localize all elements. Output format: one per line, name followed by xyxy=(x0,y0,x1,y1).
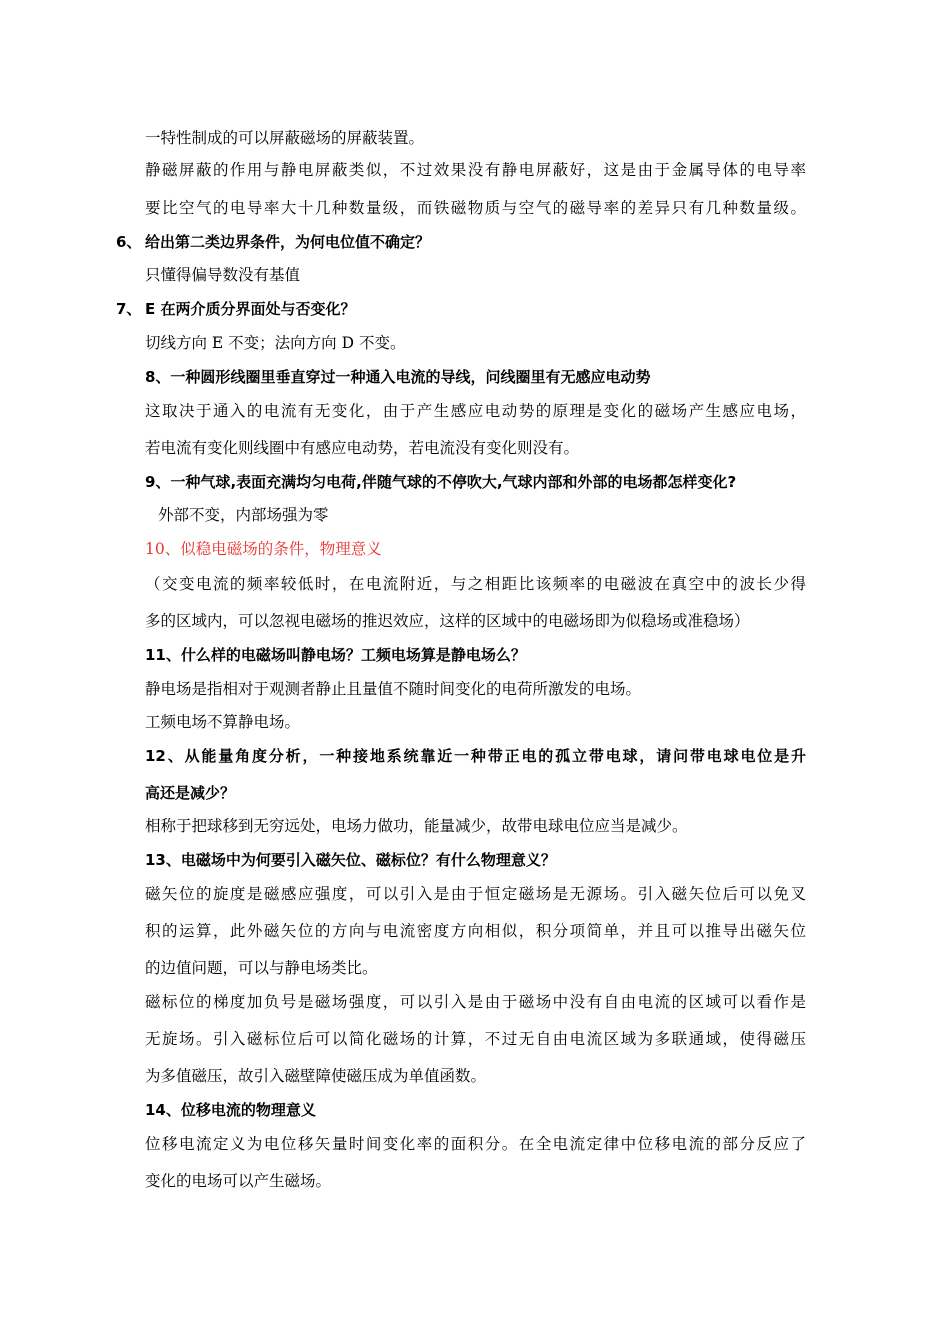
answer-line: 只懂得偏导数没有基值 xyxy=(145,266,301,284)
question-6 xyxy=(116,232,431,252)
question-14: 14、位移电流的物理意义 xyxy=(145,1101,316,1119)
question-number: 7、 xyxy=(116,300,142,318)
question-12-continued: 高还是减少？ xyxy=(145,784,236,802)
answer-line: 积的运算，此外磁矢位的方向与电流密度方向相似，积分项简单，并且可以推导出磁矢位 xyxy=(145,922,806,940)
answer-line: （交变电流的频率较低时，在电流附近，与之相距比该频率的电磁波在真空中的波长少得 xyxy=(145,575,806,593)
answer-line: 外部不变，内部场强为零 xyxy=(158,506,329,524)
answer-line: 磁标位的梯度加负号是磁场强度，可以引入是由于磁场中没有自由电流的区域可以看作是 xyxy=(145,993,806,1011)
answer-line: 工频电场不算静电场。 xyxy=(145,713,301,731)
answer-line: 要比空气的电导率大十几种数量级，而铁磁物质与空气的磁导率的差异只有几种数量级。 xyxy=(145,199,806,217)
answer-line: 一特性制成的可以屏蔽磁场的屏蔽装置。 xyxy=(145,129,425,147)
answer-line: 这取决于通入的电流有无变化，由于产生感应电动势的原理是变化的磁场产生感应电场， xyxy=(145,402,806,420)
answer-line: 为多值磁压，故引入磁壁障使磁压成为单值函数。 xyxy=(145,1067,487,1085)
answer-line: 磁矢位的旋度是磁感应强度，可以引入是由于恒定磁场是无源场。引入磁矢位后可以免叉 xyxy=(145,885,806,903)
question-8: 8、一种圆形线圈里垂直穿过一种通入电流的导线，问线圈里有无感应电动势 xyxy=(145,368,651,386)
question-10: 10、似稳电磁场的条件，物理意义 xyxy=(145,540,382,558)
question-text: E 在两介质分界面处与否变化？ xyxy=(145,300,356,318)
answer-line: 位移电流定义为电位移矢量时间变化率的面积分。在全电流定律中位移电流的部分反应了 xyxy=(145,1135,806,1153)
question-number: 6、 xyxy=(116,233,142,251)
question-12: 12、从能量角度分析，一种接地系统靠近一种带正电的孤立带电球，请问带电球电位是升 xyxy=(145,747,806,765)
answer-line: 多的区域内，可以忽视电磁场的推迟效应，这样的区域中的电磁场即为似稳场或准稳场） xyxy=(145,612,750,630)
question-13: 13、电磁场中为何要引入磁矢位、磁标位？有什么物理意义？ xyxy=(145,851,556,869)
answer-line: 静电场是指相对于观测者静止且量值不随时间变化的电荷所激发的电场。 xyxy=(145,680,642,698)
question-11: 11、什么样的电磁场叫静电场？工频电场算是静电场么？ xyxy=(145,646,526,664)
answer-line: 若电流有变化则线圈中有感应电动势，若电流没有变化则没有。 xyxy=(145,439,580,457)
question-text: 给出第二类边界条件，为何电位值不确定？ xyxy=(145,233,431,251)
answer-line: 静磁屏蔽的作用与静电屏蔽类似，不过效果没有静电屏蔽好，这是由于金属导体的电导率 xyxy=(145,161,806,179)
answer-line: 相称于把球移到无穷远处，电场力做功，能量减少，故带电球电位应当是减少。 xyxy=(145,817,688,835)
answer-line: 切线方向 E 不变；法向方向 D 不变。 xyxy=(145,334,406,352)
question-9: 9、一种气球,表面充满均匀电荷,伴随气球的不停吹大,气球内部和外部的电场都怎样变化? xyxy=(145,473,737,491)
answer-line: 变化的电场可以产生磁场。 xyxy=(145,1172,332,1190)
question-7 xyxy=(116,299,356,319)
answer-line: 无旋场。引入磁标位后可以简化磁场的计算，不过无自由电流区域为多联通域，使得磁压 xyxy=(145,1030,806,1048)
answer-line: 的边值问题，可以与静电场类比。 xyxy=(145,959,378,977)
